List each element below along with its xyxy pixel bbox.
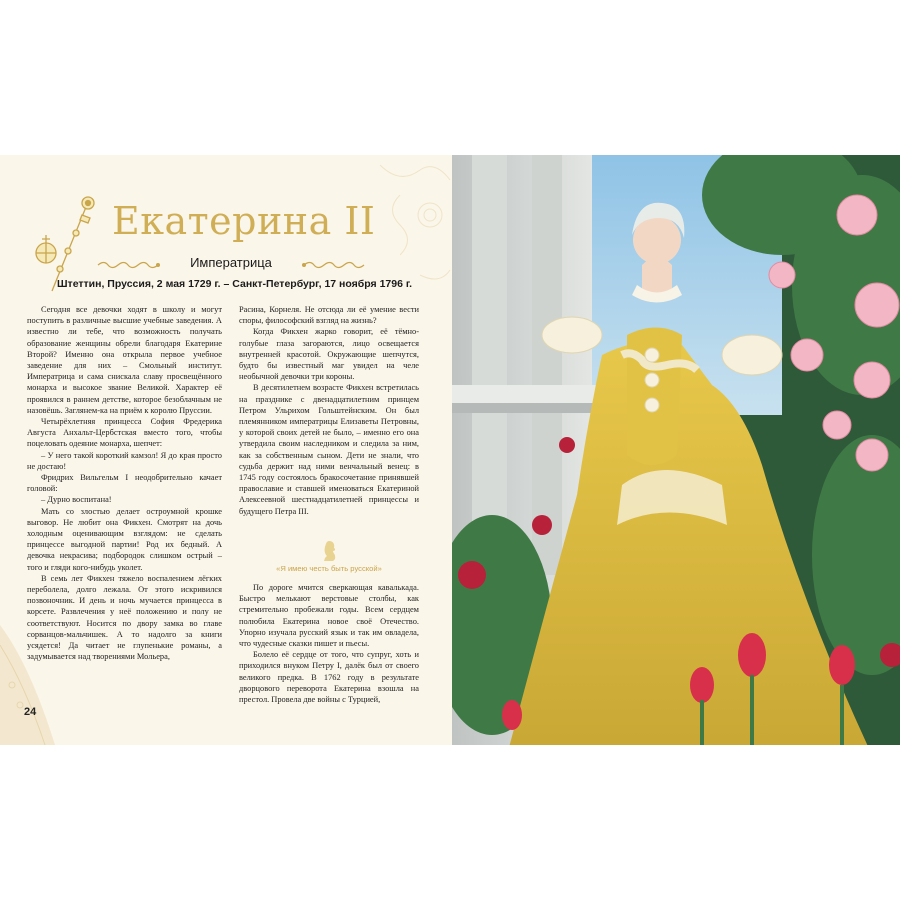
paragraph: По дороге мчится сверкающая кавалькада. Быстро мелькают верстовые столбы, как стремительно пробежали годы. Всем сердцем полюбила Екатерина новое своё Отечество. Упорно изучала русский язык и так им овладела, что чудесные сказки пишет и пьесы. xyxy=(239,583,419,649)
page-number: 24 xyxy=(24,706,37,718)
paragraph: Когда Фикхен жарко говорит, её тёмно-голубые глаза загораются, лицо освещается внутренней красотой. Окружающие шепчутся, будто бы известный маг увидел на челе необычной девочки три короны. xyxy=(239,327,419,382)
paragraph: Сегодня все девочки ходят в школу и могут поступить в различные высшие учебные заведения. А известно ли тебе, что возможность получать образование женщины обрели благодаря Екатерине Второй? Именно она открыла первое учебное заведение для них – Смольный институт. Императрица и сама снискала славу просвещённого монарха и высокое звание Великой. Характер её проявился в раннем детстве, которое безоблачным не назовёшь. Заглянем-ка на приём к королю Пруссии. xyxy=(27,305,222,415)
left-page xyxy=(0,155,452,745)
text-column-left xyxy=(27,304,222,663)
right-page xyxy=(452,155,900,745)
paragraph: Расина, Корнеля. Не отсюда ли её умение вести споры, философский взгляд на жизнь? xyxy=(239,305,419,326)
book-spread xyxy=(0,155,900,745)
text-column-right-bottom xyxy=(239,582,419,705)
page-title: Екатерина II xyxy=(112,199,376,243)
orb-icon xyxy=(36,235,56,263)
corner-lace-ornament xyxy=(0,625,60,745)
paragraph: Фридрих Вильгельм I неодобрительно качает головой: xyxy=(27,473,222,494)
paragraph: В семь лет Фикхен тяжело воспалением лёгких переболела, долго лежала. От этого искривился позвоночник. И день и ночь мучается принцесса в корсете. Развлечения у неё положению и полу не соответствуют. Носится по двору замка во главе сорванцов-мальчишек. А то надолго за книги усядется! Да читает не глупенькие романы, а задумывается над творениями Мольера, xyxy=(27,573,222,662)
page-subtitle: Императрица xyxy=(190,255,272,270)
life-dates: Штеттин, Пруссия, 2 мая 1729 г. – Санкт-Петербург, 17 ноября 1796 г. xyxy=(57,278,413,290)
paragraph: Четырёхлетняя принцесса София Фредерика Августа Анхальт-Цербстская вместо того, чтобы поцеловать одеяние монарха, шепчет: xyxy=(27,417,222,449)
paragraph: Болело её сердце от того, что супруг, хоть и приходился внуком Петру I, далёк был от своего великого предка. В 1762 году в результате дворцового переворота Екатерина взошла на престол. Провела две войны с Турцией, xyxy=(239,650,419,705)
empress-illustration xyxy=(452,155,900,745)
quote-text: «Я имею честь быть русской» xyxy=(276,564,382,573)
paragraph: – Дурно воспитана! xyxy=(41,495,112,505)
text-column-right-top xyxy=(239,304,419,517)
subtitle-row xyxy=(96,255,366,275)
paragraph: Мать со злостью делает остроумной крошке выговор. Не любит она Фикхен. Смотрят на дочь холодным оценивающим взглядом: не сделать принцессе выгодной партии! Род их бедный. А девочка некрасива; подбородок слишком острый – того и гляди кого-нибудь уколет. xyxy=(27,506,222,572)
paragraph: – У него такой короткий камзол! Я до края просто не достаю! xyxy=(27,450,222,471)
scroll-ornament-icon xyxy=(300,260,366,270)
silhouette-icon xyxy=(321,540,337,562)
paragraph: В десятилетнем возрасте Фикхен встретилась на празднике с двенадцатилетним принцем Петром Ульрихом Гольштейнским. Он был племянником императрицы Елизаветы Петровны, у которой своих детей не было, – именно его она утвердила своим наследником и следила за ним, как за собственным сыном. Дети не знали, что судьба держит над ними венчальный венец: в 1745 году состоялось бракосочетание принявшей православие и ставшей именоваться Екатериной Алексеевной шестнадцатилетней принцессы и будущего Петра III. xyxy=(239,383,419,516)
